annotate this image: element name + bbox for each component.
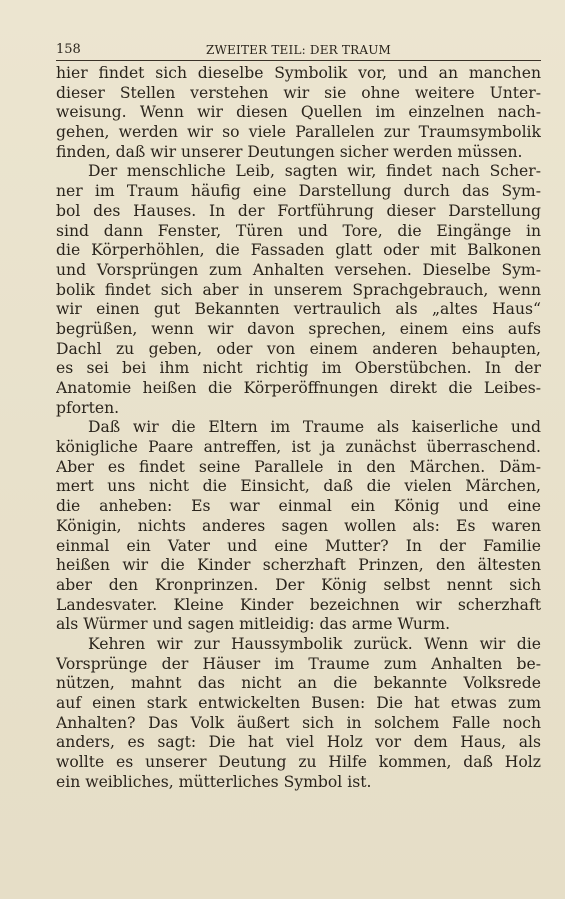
text-line: die Körperhöhlen, die Fassaden glatt oder mit Balkonen bbox=[56, 241, 541, 260]
running-head bbox=[56, 42, 541, 62]
text-line: finden, daß wir unserer Deutungen sicher werden müssen. bbox=[56, 142, 523, 161]
text-line: einmal ein Vater und eine Mutter? In der Familie bbox=[56, 536, 541, 555]
text-line: wollte es unserer Deutung zu Hilfe kommen, daß Holz bbox=[56, 753, 541, 772]
text-line: auf einen stark entwickelten Busen: Die hat etwas zum bbox=[56, 694, 541, 712]
text-line: Landesvater. Kleine Kinder bezeichnen wir scherzhaft bbox=[56, 595, 541, 614]
running-head-title: ZWEITER TEIL: DER TRAUM bbox=[205, 43, 392, 57]
text-line: hier findet sich dieselbe Symbolik vor, und an manchen bbox=[56, 64, 541, 82]
text-line: königliche Paare antreffen, ist ja zunächst überraschend. bbox=[56, 438, 541, 457]
text-line: Dachl zu geben, oder von einem anderen behaupten, bbox=[56, 339, 541, 358]
text-line: heißen wir die Kinder scherzhaft Prinzen, den ältesten bbox=[56, 556, 541, 575]
page-number: 158 bbox=[56, 42, 81, 57]
text-line: bolik findet sich aber in unserem Sprachgebrauch, wenn bbox=[56, 280, 541, 299]
text-line: bol des Hauses. In der Fortführung dieser Darstellung bbox=[56, 201, 541, 220]
text-line: Kehren wir zur Haussymbolik zurück. Wenn wir die bbox=[88, 634, 541, 653]
text-line: Vorsprünge der Häuser im Traume zum Anhalten be- bbox=[56, 654, 541, 673]
text-line: ner im Traum häufig eine Darstellung durch das Sym- bbox=[56, 182, 541, 201]
text-line: Anhalten? Das Volk äußert sich in solchem Falle noch bbox=[56, 713, 541, 732]
text-line: ein weibliches, mütterliches Symbol ist. bbox=[56, 772, 372, 791]
text-line: Anatomie heißen die Körperöffnungen direkt die Leibes- bbox=[56, 379, 541, 397]
text-line: mert uns nicht die Einsicht, daß die vielen Märchen, bbox=[56, 477, 541, 496]
text-line: Königin, nichts anderes sagen wollen als: Es waren bbox=[56, 516, 541, 535]
text-line: Daß wir die Eltern im Traume als kaiserliche und bbox=[88, 418, 541, 437]
body-text bbox=[56, 64, 541, 792]
text-line: und Vorsprüngen zum Anhalten versehen. Dieselbe Sym- bbox=[56, 260, 541, 279]
text-line: Der menschliche Leib, sagten wir, findet nach Scher- bbox=[88, 162, 541, 181]
text-line: weisung. Wenn wir diesen Quellen im einzelnen nach- bbox=[56, 103, 541, 122]
text-line: pforten. bbox=[56, 398, 120, 417]
text-line: nützen, mahnt das nicht an die bekannte Volksrede bbox=[56, 674, 541, 693]
text-line: die anheben: Es war einmal ein König und eine bbox=[56, 497, 541, 516]
text-line: dieser Stellen verstehen wir sie ohne weitere Unter- bbox=[56, 83, 541, 102]
text-line: sind dann Fenster, Türen und Tore, die Eingänge in bbox=[56, 221, 541, 240]
text-line: es sei bei ihm nicht richtig im Oberstübchen. In der bbox=[56, 359, 541, 378]
text-line: anders, es sagt: Die hat viel Holz vor dem Haus, als bbox=[56, 733, 541, 752]
text-line: gehen, werden wir so viele Parallelen zur Traumsymbolik bbox=[56, 123, 541, 142]
text-line: als Würmer und sagen mitleidig: das arme Wurm. bbox=[56, 615, 451, 634]
text-line: wir einen gut Bekannten vertraulich als „altes Haus“ bbox=[56, 300, 541, 319]
header-rule bbox=[56, 60, 541, 61]
text-line: begrüßen, wenn wir davon sprechen, einem eins aufs bbox=[56, 319, 541, 338]
text-line: aber den Kronprinzen. Der König selbst nennt sich bbox=[56, 575, 541, 594]
text-line: Aber es findet seine Parallele in den Märchen. Däm- bbox=[56, 457, 541, 476]
